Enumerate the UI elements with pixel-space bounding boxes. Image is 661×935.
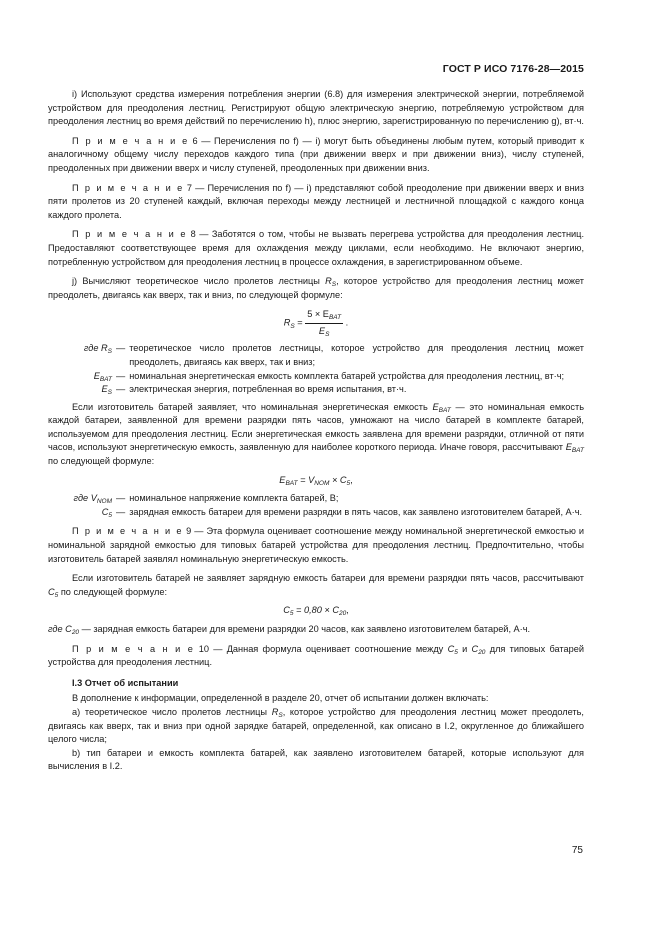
page-number: 75	[571, 845, 583, 856]
note-9	[48, 525, 584, 566]
definition-rs: где $R_S$ — теоретическое число пролетов лестницы, которое устройство для преодоления лестниц может преодолеть, двигаясь как вверх, так и вниз;	[48, 342, 584, 369]
battery-text-1: Если изготовитель батарей заявляет, что номинальная энергетическая емкость	[72, 401, 433, 412]
symbol-ebat-sub: BAT	[438, 406, 451, 414]
item-a-text-2: , которое устройство для преодоления лестниц может преодолеть, двигаясь как вверх, так и вниз при одной зарядке батарей, определенной, как описано в I.2, округленное до ближайшего целого числа;	[48, 706, 584, 745]
def-label: где C	[48, 624, 72, 634]
symbol-sub: 5	[454, 648, 458, 656]
note-10-and: и	[457, 643, 472, 654]
def-text: электрическая энергия, потребленная во время испытания, вт·ч.	[129, 384, 407, 395]
def-label: E	[93, 370, 100, 381]
formula-tail: .	[345, 317, 349, 328]
note-label: П р и м е ч а н и е	[72, 526, 184, 537]
f3-sub: 5	[289, 610, 294, 618]
c5-text-1: Если изготовитель батарей не заявляет зарядную емкость батареи для времени разрядки пять часов, рассчитывают	[72, 573, 584, 584]
numerator-sub: BAT	[328, 314, 342, 322]
note-7	[48, 182, 584, 223]
note-10	[48, 643, 584, 670]
formula-ebat	[48, 474, 584, 488]
symbol-rs: R	[271, 706, 279, 717]
definitions-2	[48, 492, 584, 519]
def-label: E	[101, 384, 108, 395]
def-text: — зарядная емкость батареи для времени разрядки 20 часов, как заявлено изготовителем батарей, А·ч.	[79, 624, 531, 634]
note-label: П р и м е ч а н и е	[72, 229, 188, 240]
def-text: теоретическое число пролетов лестницы, которое устройство для преодоления лестниц может преодолеть, двигаясь как вверх, так и вниз;	[129, 343, 584, 367]
symbol-rs-sub: S	[278, 711, 283, 719]
standard-header: ГОСТ Р ИСО 7176-28—2015	[442, 63, 584, 75]
note-10-text-2: для типовых батарей устройства для преодоления лестниц.	[48, 643, 584, 668]
symbol-sub: 20	[478, 648, 486, 656]
fraction-denominator: E	[318, 325, 326, 336]
paragraph-intro: В дополнение к информации, определенной в разделе 20, отчет об испытании должен включать:	[72, 693, 489, 704]
symbol-c5: C	[447, 643, 455, 654]
note-label: П р и м е ч а н и е	[72, 643, 195, 654]
section-heading-i3: I.3 Отчет об испытании	[72, 677, 179, 688]
battery-text-3: по следующей формуле:	[48, 456, 155, 467]
def-label-sub: BAT	[99, 375, 112, 383]
symbol-c20: C	[471, 643, 479, 654]
formula-rs: $R_S$ = $\frac{5 \times E_{BAT}}{E_S}$ .	[283, 309, 349, 338]
def-label: где V	[73, 493, 97, 504]
definitions-1	[48, 342, 584, 396]
def-text: номинальная энергетическая емкость комплекта батарей устройства для преодоления лестниц, вт·ч;	[129, 370, 565, 381]
item-a-text-1: a) теоретическое число пролетов лестницы	[72, 706, 272, 717]
def-label-sub: NOM	[96, 498, 112, 506]
note-label: П р и м е ч а н и е	[72, 182, 184, 193]
def-label-sub: S	[107, 389, 112, 397]
def-label-sub: S	[107, 348, 112, 356]
formula-lhs: R	[283, 317, 291, 328]
f3-part: C	[283, 605, 290, 616]
def-text: номинальное напряжение комплекта батарей, В;	[129, 493, 339, 504]
paragraph-i: i) Используют средства измерения потребления энергии (6.8) для измерения электрической энергии, потребляемой устройством для преодоления лестниц. Регистрируют общую электрическую энергию, потребляемую устройством для преодоления лестниц во время действий по перечислению h), плюс энергию, зарегистрированную по перечислению g), вт·ч.	[48, 89, 584, 127]
symbol-ebat: E	[432, 401, 439, 412]
f2-sub: 5	[346, 479, 351, 487]
definition-c5: $C_5$ — зарядная емкость батареи для времени разрядки в пять часов, как заявлено изготовителем батарей, А·ч.	[101, 506, 583, 519]
f3-part: = 0,80 × C	[293, 605, 339, 616]
f2-part: = V	[297, 474, 315, 485]
paragraph-j-text: j) Вычисляют теоретическое число пролетов лестницы	[72, 276, 326, 287]
note-6	[48, 135, 584, 176]
battery-text-2: — это номинальная емкость каждой батареи, заявленной для времени разрядки пять часов, умножают на число батарей в комплекте батарей, используемом для преодоления лестниц. Если энергетическая емкость заявлена для времени разрядки, отличной от пяти часов, используют энергетическую емкость, заявленную для наиболее короткого периода. Иначе говоря, рассчитывают	[48, 401, 585, 453]
paragraph-j-text-2: , которое устройство для преодоления лестниц может преодолеть, двигаясь как вверх, так и вниз, по следующей формуле:	[48, 276, 584, 300]
formula-lhs-sub: S	[290, 322, 295, 330]
definition-vnom: где $V_{NOM}$ — номинальное напряжение комплекта батарей, В;	[48, 492, 584, 506]
list-item-b: b) тип батареи и емкость комплекта батарей, как заявлено изготовителем батарей, которые используют для вычисления в I.2.	[48, 747, 584, 772]
denominator-sub: S	[325, 330, 330, 338]
def-label: C	[101, 506, 109, 517]
def-label-sub: 5	[108, 511, 112, 519]
symbol-rs: $R_S$	[325, 276, 337, 289]
f2-part: E	[279, 474, 286, 485]
f2-part: × C	[329, 474, 347, 485]
note-10-text: 10 — Данная формула оценивает соотношение между	[194, 643, 448, 654]
list-item-a	[48, 706, 584, 747]
definition-c20	[48, 623, 584, 637]
body-text	[48, 88, 584, 774]
def-text: зарядная емкость батареи для времени разрядки в пять часов, как заявлено изготовителем батарей, А·ч.	[129, 506, 583, 517]
f2-part: ,	[350, 474, 353, 485]
symbol-c5-sub: 5	[54, 591, 59, 599]
note-7-text: 7 — Перечисления по f) — i) представляют собой преодоление при движении вверх и вниз пяти пролетов из 20 ступеней каждый, включая переходы между лестницей и лестничной площадкой с каждого конца каждого пролета.	[48, 182, 584, 220]
f3-part: ,	[346, 605, 349, 616]
note-label: П р и м е ч а н и е	[72, 135, 189, 146]
def-label-sub: 20	[71, 629, 80, 636]
formula-c5	[48, 604, 584, 618]
note-8-text: 8 — Заботятся о том, чтобы не вызвать перегрева устройства для преодоления лестниц. Предоставляют соответствующее время для охлаждения между циклами, если необходимо. Не включают энергию, потребленную устройством для преодоления лестниц в процессе охлаждения, в зарегистрированном объеме.	[48, 229, 584, 267]
note-6-text: 6 — Перечисления по f) — i) могут быть объединены любым путем, который приводит к аналогичному общему числу переходов каждого типа (при движении вверх и при движении вниз), числу ступеней, преодоленных при движении вверх и числу ступеней, преодоленных при движении вниз.	[48, 135, 585, 173]
paragraph-j	[48, 275, 584, 302]
f3-sub: 20	[338, 610, 347, 618]
definition-ebat: $E_{BAT}$ — номинальная энергетическая емкость комплекта батарей устройства для преодоления лестниц, вт·ч;	[48, 370, 584, 384]
formula-fraction	[305, 308, 343, 338]
f2-sub: NOM	[314, 479, 330, 487]
c5-text-2: по следующей формуле:	[58, 586, 168, 597]
note-8	[48, 228, 584, 269]
fraction-numerator: 5 × E	[307, 309, 329, 320]
symbol-c5: C	[48, 586, 55, 597]
def-label: где R	[83, 343, 108, 354]
f2-sub: BAT	[285, 479, 298, 487]
note-9-text: 9 — Эта формула оценивает соотношение между номинальной энергетической емкостью и номинальной зарядной емкостью для типовых батарей устройства для преодоления лестниц. Предпочтительно, чтобы изготовитель батарей заявлял номинальную энергетическую емкость.	[48, 526, 584, 564]
definition-es: $E_S$ — электрическая энергия, потребленная во время испытания, вт·ч.	[48, 383, 584, 397]
paragraph-c5	[48, 572, 584, 599]
paragraph-battery: Если изготовитель батарей заявляет, что номинальная энергетическая емкость $E_{BAT}$ — это номинальная емкость каждой батареи, заявленной для времени разрядки пять часов, умножают на число батарей в комплекте батарей, используемом для преодоления лестниц. Если энергетическая емкость заявлена для времени разрядки, отличной от пяти часов, используют энергетическую емкость, заявленную для наиболее короткого периода. Иначе говоря, рассчитывают $E_{BAT}$ по следующей формуле:	[48, 401, 585, 467]
